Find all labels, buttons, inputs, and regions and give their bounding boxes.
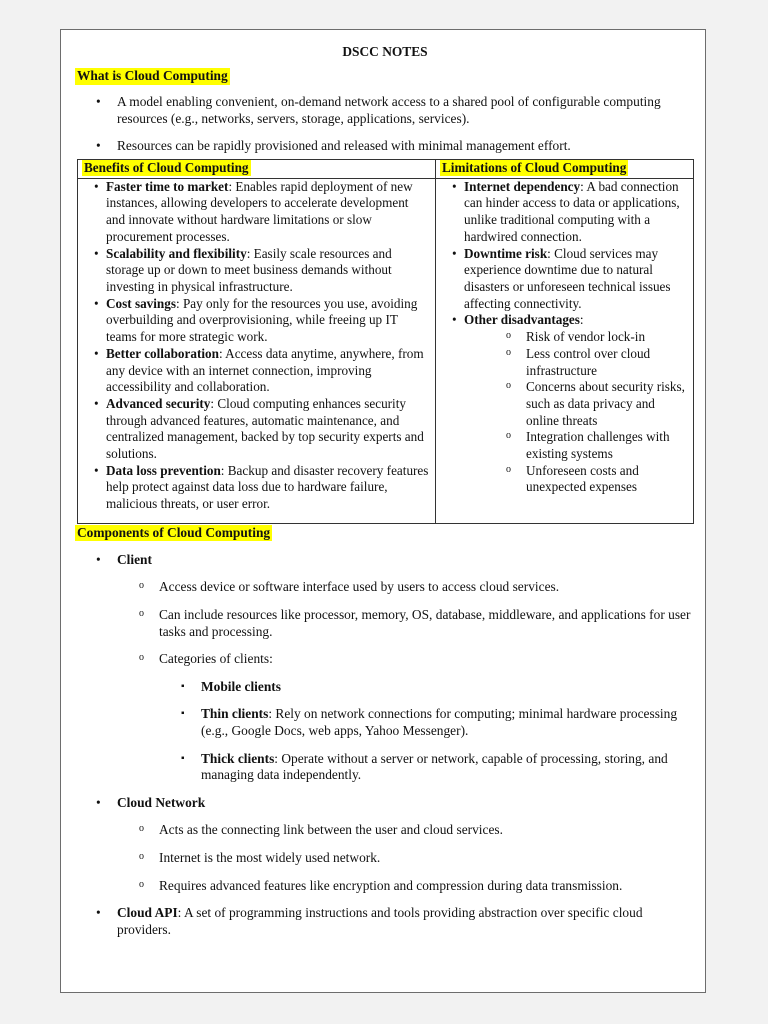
client-item: o Access device or software interface used by users to access cloud services. <box>75 579 695 596</box>
network-label: Cloud Network <box>117 794 206 810</box>
other-disadvantages-list <box>436 329 693 496</box>
disadvantage-item: o Unforeseen costs and unexpected expenses <box>436 463 693 496</box>
components-list-network <box>75 795 695 812</box>
document-page <box>60 29 706 993</box>
document-content <box>75 30 695 938</box>
limitation-item: • Internet dependency: A bad connection can hinder access to data or applications, unlike traditional computing with a hardwired connection. <box>436 179 693 246</box>
client-categories <box>75 679 695 784</box>
benefit-item: • Data loss prevention: Backup and disaster recovery features help protect against data loss due to hardware failure, malicious threats, or user error. <box>78 463 435 513</box>
disadvantage-item: o Risk of vendor lock-in <box>436 329 693 346</box>
disadvantage-item: o Integration challenges with existing systems <box>436 429 693 462</box>
intro-bullet: • Resources can be rapidly provisioned and released with minimal management effort. <box>75 138 695 155</box>
client-items <box>75 579 695 667</box>
client-label: Client <box>117 551 152 567</box>
network-item: o Internet is the most widely used network. <box>75 850 695 867</box>
component-api <box>75 905 695 938</box>
benefit-item: • Better collaboration: Access data anytime, anywhere, from any device with an internet connection, improving accessibility and collaboration. <box>78 346 435 396</box>
limitation-item: • Downtime risk: Cloud services may experience downtime due to natural disasters or unforeseen technical issues affecting connectivity. <box>436 246 693 313</box>
client-item: o Categories of clients: <box>75 651 695 668</box>
limitations-list <box>436 179 693 329</box>
intro-list <box>75 94 695 155</box>
network-items <box>75 822 695 894</box>
limitations-header: Limitations of Cloud Computing <box>442 159 627 175</box>
heading-highlight: Components of Cloud Computing <box>77 524 271 540</box>
section-heading-what-is <box>75 68 695 86</box>
benefits-header: Benefits of Cloud Computing <box>84 159 249 175</box>
network-item: o Acts as the connecting link between the user and cloud services. <box>75 822 695 839</box>
component-client <box>75 552 695 569</box>
benefit-item: • Cost savings: Pay only for the resources you use, avoiding overbuilding and overprovisioning, while freeing up IT teams for more strategic work. <box>78 296 435 346</box>
benefit-item: • Faster time to market: Enables rapid deployment of new instances, allowing developers to accelerate development and innovate without hardware limitations or slow procurement processes. <box>78 179 435 246</box>
benefit-item: • Scalability and flexibility: Easily scale resources and storage up or down to meet business demands without investing in physical infrastructure. <box>78 246 435 296</box>
limitations-cell <box>436 178 694 523</box>
heading-highlight: What is Cloud Computing <box>77 68 228 83</box>
document-title: DSCC NOTES <box>342 44 428 59</box>
intro-bullet: • A model enabling convenient, on-demand network access to a shared pool of configurable computing resources (e.g., networks, servers, storage, applications, services). <box>75 94 695 127</box>
api-label: Cloud API <box>117 905 178 921</box>
benefits-list <box>78 179 435 513</box>
disadvantage-item: o Less control over cloud infrastructure <box>436 346 693 379</box>
client-category: ▪ Mobile clients <box>75 679 695 696</box>
components-list-api <box>75 905 695 938</box>
client-category: ▪ Thin clients: Rely on network connections for computing; minimal hardware processing (e.g., Google Docs, web apps, Yahoo Messenger). <box>75 706 695 739</box>
component-network <box>75 795 695 812</box>
network-item: o Requires advanced features like encryption and compression during data transmission. <box>75 878 695 895</box>
benefits-limitations-table <box>77 159 694 524</box>
limitations-header-cell <box>436 159 694 178</box>
client-item: o Can include resources like processor, memory, OS, database, middleware, and applications for user tasks and processing. <box>75 607 695 640</box>
client-category: ▪ Thick clients: Operate without a server or network, capable of processing, storing, and managing data independently. <box>75 751 695 784</box>
section-heading-components <box>75 525 695 543</box>
components-list <box>75 552 695 569</box>
benefits-cell <box>78 178 436 523</box>
benefit-item: • Advanced security: Cloud computing enhances security through advanced features, automatic maintenance, and centralized management, backed by top security experts and solutions. <box>78 396 435 463</box>
disadvantage-item: o Concerns about security risks, such as data privacy and online threats <box>436 379 693 429</box>
benefits-header-cell <box>78 159 436 178</box>
limitation-item: • Other disadvantages: <box>436 312 693 329</box>
api-desc: : A set of programming instructions and tools providing abstraction over specific cloud providers. <box>117 905 643 937</box>
